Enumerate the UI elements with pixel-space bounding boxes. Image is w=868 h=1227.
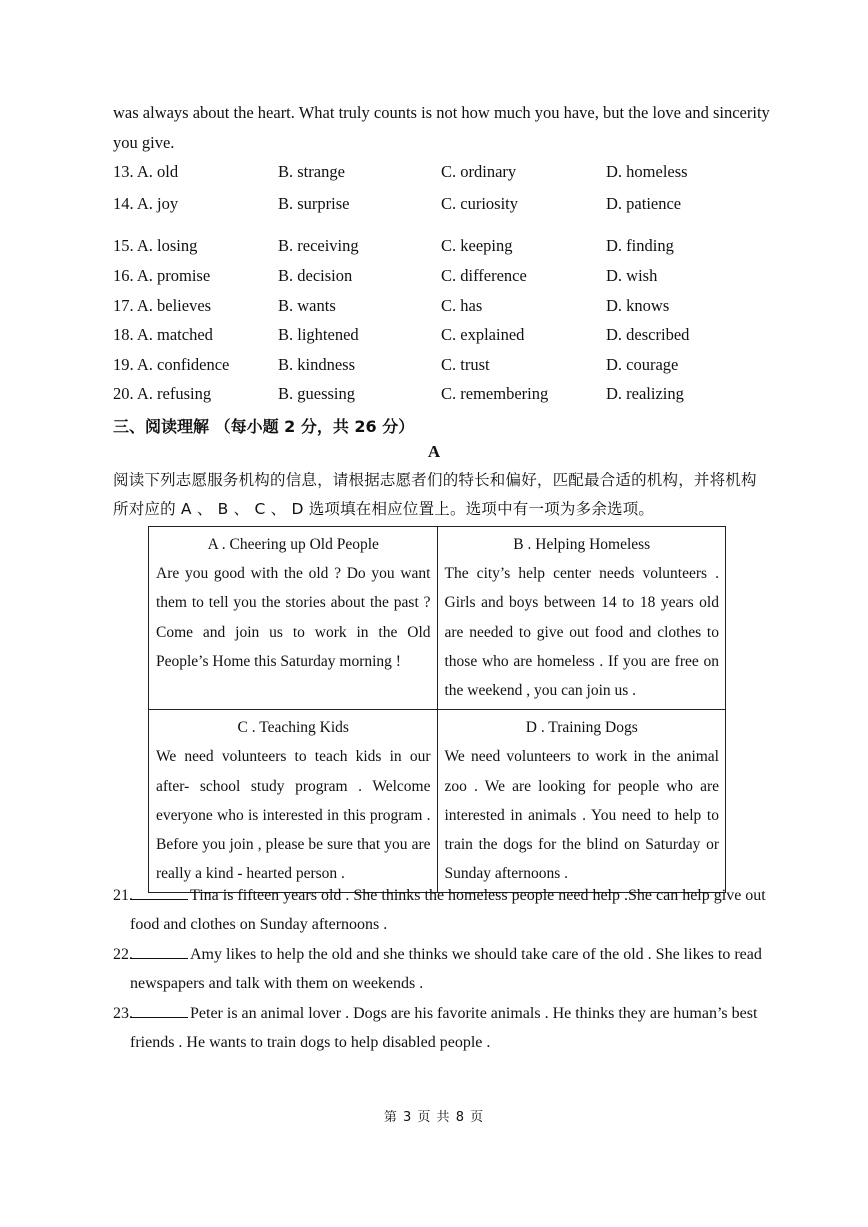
section-heading: 三、阅读理解 （每小题 2 分，共 26 分） <box>113 417 415 436</box>
option-c: C. curiosity <box>441 194 518 213</box>
option-b: B. wants <box>278 296 336 315</box>
answer-blank[interactable] <box>130 1003 188 1018</box>
cell-body: We need volunteers to teach kids in our after- school study program . Welcome everyone who is interested in this program . Before you join , please be sure that you are really a kind - hearted person . <box>156 748 431 883</box>
cell-body: Are you good with the old ? Do you want them to tell you the stories about the past ? Come and join us to work in the Old People’s Home this Saturday morning ! <box>156 565 431 670</box>
answer-blank[interactable] <box>130 944 188 959</box>
option-a: 20. A. refusing <box>113 384 212 403</box>
option-a: 18. A. matched <box>113 325 213 344</box>
option-d: D. knows <box>606 296 670 315</box>
option-d: D. homeless <box>606 162 688 181</box>
question-text: Tina is fifteen years old . She thinks the homeless people need help .She can help give out food and clothes on Sunday afternoons . <box>130 887 766 933</box>
option-c: C. remembering <box>441 384 549 403</box>
cell-title: D . Training Dogs <box>525 719 638 737</box>
question-number: 23. <box>113 1005 133 1022</box>
cell-title: B . Helping Homeless <box>513 536 651 553</box>
option-a: 16. A. promise <box>113 266 211 285</box>
page-footer: 第 3 页 共 8 页 <box>383 1110 485 1125</box>
question-text: Amy likes to help the old and she thinks we should take care of the old . She likes to read newspapers and talk with them on weekends . <box>130 946 762 992</box>
option-d: D. realizing <box>606 384 684 403</box>
question-number: 22. <box>113 946 133 963</box>
question-number: 21. <box>113 887 133 904</box>
option-b: B. kindness <box>278 355 356 374</box>
part-label: A <box>427 442 441 461</box>
option-d: D. described <box>606 325 690 344</box>
option-b: B. lightened <box>278 325 359 344</box>
table-cell-b <box>437 527 726 710</box>
option-d: D. courage <box>606 355 679 374</box>
option-b: B. receiving <box>278 236 359 255</box>
option-d: D. finding <box>606 236 674 255</box>
table-cell-c <box>149 710 438 893</box>
table-cell-d <box>437 710 726 893</box>
option-c: C. has <box>441 296 483 315</box>
option-d: D. patience <box>606 194 682 213</box>
question-23 <box>113 999 768 1057</box>
cell-title: A . Cheering up Old People <box>207 536 379 553</box>
option-a: 15. A. losing <box>113 236 198 255</box>
cell-title: C . Teaching Kids <box>237 719 349 737</box>
passage-line: was always about the heart. What truly counts is not how much you have, but the love and sincerity <box>113 103 770 122</box>
volunteer-table <box>148 526 726 893</box>
cell-body: The city’s help center needs volunteers . Girls and boys between 14 to 18 years old are needed to give out food and clothes to those who are homeless . If you are free on the weekend , you can join us . <box>444 565 719 700</box>
option-b: B. strange <box>278 162 345 181</box>
section-intro: 阅读下列志愿服务机构的信息，请根据志愿者们的特长和偏好，匹配最合适的机构，并将机构所对应的 A 、 B 、 C 、 D 选项填在相应位置上。选项中有一项为多余选项。 <box>113 471 757 518</box>
question-21 <box>113 881 768 939</box>
option-a: 14. A. joy <box>113 194 179 213</box>
option-c: C. keeping <box>441 236 513 255</box>
option-b: B. guessing <box>278 384 356 403</box>
option-c: C. ordinary <box>441 162 517 181</box>
option-d: D. wish <box>606 266 658 285</box>
question-text: Peter is an animal lover . Dogs are his favorite animals . He thinks they are human’s best friends . He wants to train dogs to help disabled people . <box>130 1005 758 1051</box>
question-22 <box>113 940 768 998</box>
option-c: C. trust <box>441 355 490 374</box>
option-b: B. decision <box>278 266 353 285</box>
option-b: B. surprise <box>278 194 350 213</box>
passage-line: you give. <box>113 133 175 152</box>
option-c: C. difference <box>441 266 527 285</box>
option-c: C. explained <box>441 325 525 344</box>
option-a: 19. A. confidence <box>113 355 230 374</box>
option-a: 17. A. believes <box>113 296 212 315</box>
answer-blank[interactable] <box>130 885 188 900</box>
table-cell-a <box>149 527 438 710</box>
option-a: 13. A. old <box>113 162 179 181</box>
cell-body: We need volunteers to work in the animal zoo . We are looking for people who are interested in animals . You need to help to train the dogs for the blind on Saturday or Sunday afternoons . <box>444 748 719 883</box>
